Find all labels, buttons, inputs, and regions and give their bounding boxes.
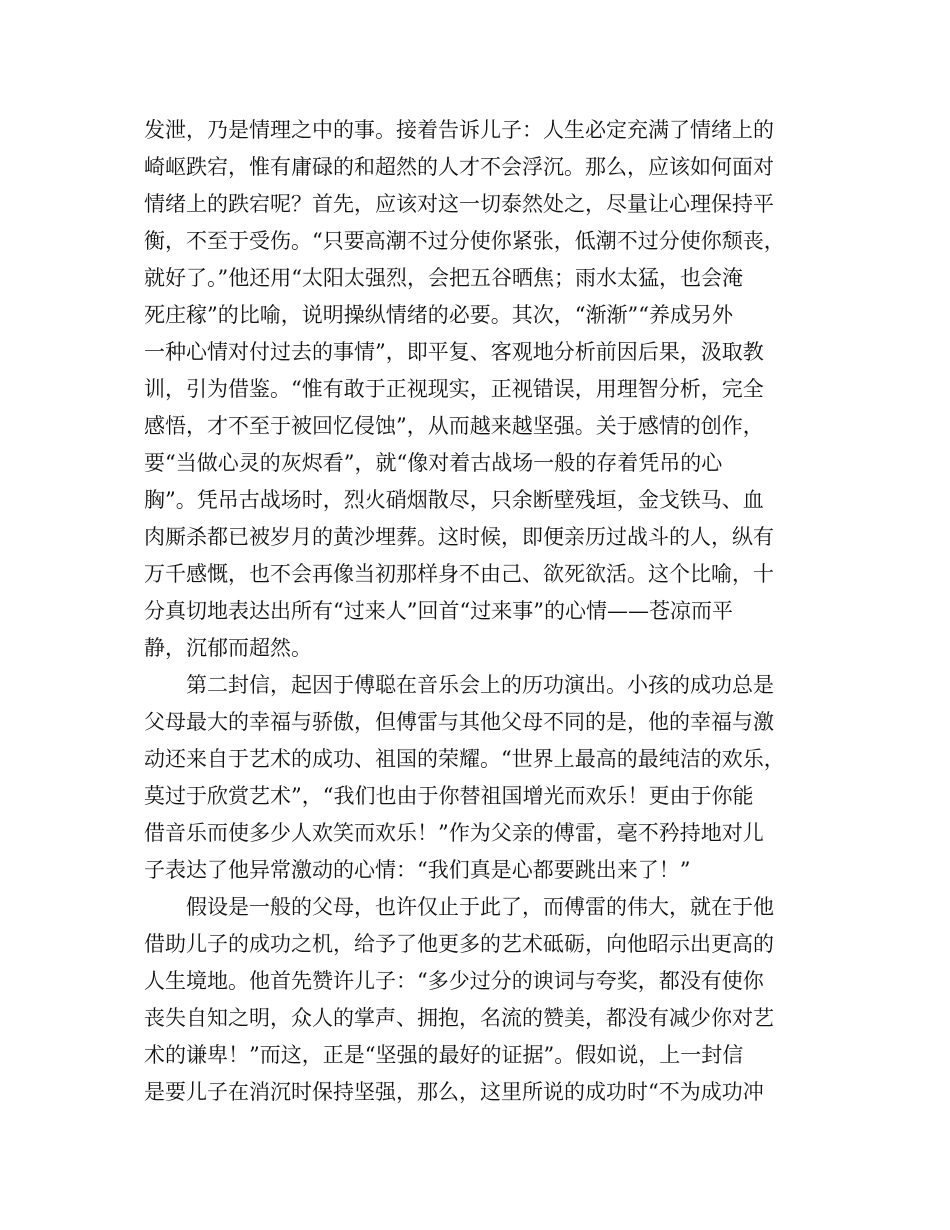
text-line: 借助儿子的成功之机，给予了他更多的艺术砥砺，向他昭示出更高的 (144, 932, 774, 956)
document-body (144, 112, 812, 1111)
text-line: 胸”。凭吊古战场时，烈火硝烟散尽，只余断壁残垣，金戈铁马、血 (144, 488, 764, 512)
text-line: 丧失自知之明，众人的掌声、拥抱，名流的赞美，都没有减少你对艺 (144, 1006, 774, 1030)
text-line: 训，引为借鉴。“惟有敢于正视现实，正视错误，用理智分析，完全 (144, 377, 764, 401)
text-line: 肉厮杀都已被岁月的黄沙埋葬。这时候，即便亲历过战斗的人，纵有 (144, 525, 774, 549)
text-line: 静，沉郁而超然。 (144, 636, 312, 660)
text-line: 一种心情对付过去的事情”，即平复、客观地分析前因后果，汲取教 (144, 340, 764, 364)
text-line: 死庄稼”的比喻，说明操纵情绪的必要。其次，“渐渐”“养成另外 (144, 303, 733, 327)
text-line: 分真切地表达出所有“过来人”回首“过来事”的心情——苍凉而平 (144, 599, 733, 623)
text-line: 莫过于欣赏艺术”，“我们也由于你替祖国增光而欢乐！更由于你能 (144, 784, 754, 808)
text-line: 借音乐而使多少人欢笑而欢乐！”作为父亲的傅雷，毫不矜持地对儿 (144, 821, 764, 845)
text-line-first: 假设是一般的父母，也许仅止于此了，而傅雷的伟大，就在于他 (186, 895, 774, 919)
paragraph-2 (144, 667, 812, 889)
text-line: 父母最大的幸福与骄傲，但傅雷与其他父母不同的是，他的幸福与激 (144, 710, 774, 734)
text-line: 要“当做心灵的灰烬看”，就“像对着古战场一般的存着凭吊的心 (144, 451, 723, 475)
text-line: 就好了。”他还用“太阳太强烈，会把五谷晒焦；雨水太猛，也会淹 (144, 266, 743, 290)
text-line: 崎岖跌宕，惟有庸碌的和超然的人才不会浮沉。那么，应该如何面对 (144, 155, 774, 179)
paragraph-3 (144, 889, 812, 1111)
text-line: 感悟，才不至于被回忆侵蚀”，从而越来越坚强。关于感情的创作， (144, 414, 764, 438)
text-line: 发泄，乃是情理之中的事。接着告诉儿子：人生必定充满了情绪上的 (144, 118, 774, 142)
text-line: 情绪上的跌宕呢？首先，应该对这一切泰然处之，尽量让心理保持平 (144, 192, 774, 216)
text-line: 动还来自于艺术的成功、祖国的荣耀。“世界上最高的最纯洁的欢乐， (144, 747, 785, 771)
text-line: 万千感慨，也不会再像当初那样身不由己、欲死欲活。这个比喻，十 (144, 562, 774, 586)
text-line: 人生境地。他首先赞许儿子：“多少过分的谀词与夸奖，都没有使你 (144, 969, 764, 993)
text-line-first: 第二封信，起因于傅聪在音乐会上的历功演出。小孩的成功总是 (186, 673, 774, 697)
text-line: 术的谦卑！”而这，正是“坚强的最好的证据”。假如说，上一封信 (144, 1043, 744, 1067)
paragraph-1 (144, 112, 812, 667)
text-line: 是要儿子在消沉时保持坚强，那么，这里所说的成功时“不为成功冲 (144, 1080, 764, 1104)
text-line: 衡，不至于受伤。“只要高潮不过分使你紧张，低潮不过分使你颓丧， (144, 229, 785, 253)
text-line: 子表达了他异常激动的心情：“我们真是心都要跳出来了！” (144, 858, 691, 882)
